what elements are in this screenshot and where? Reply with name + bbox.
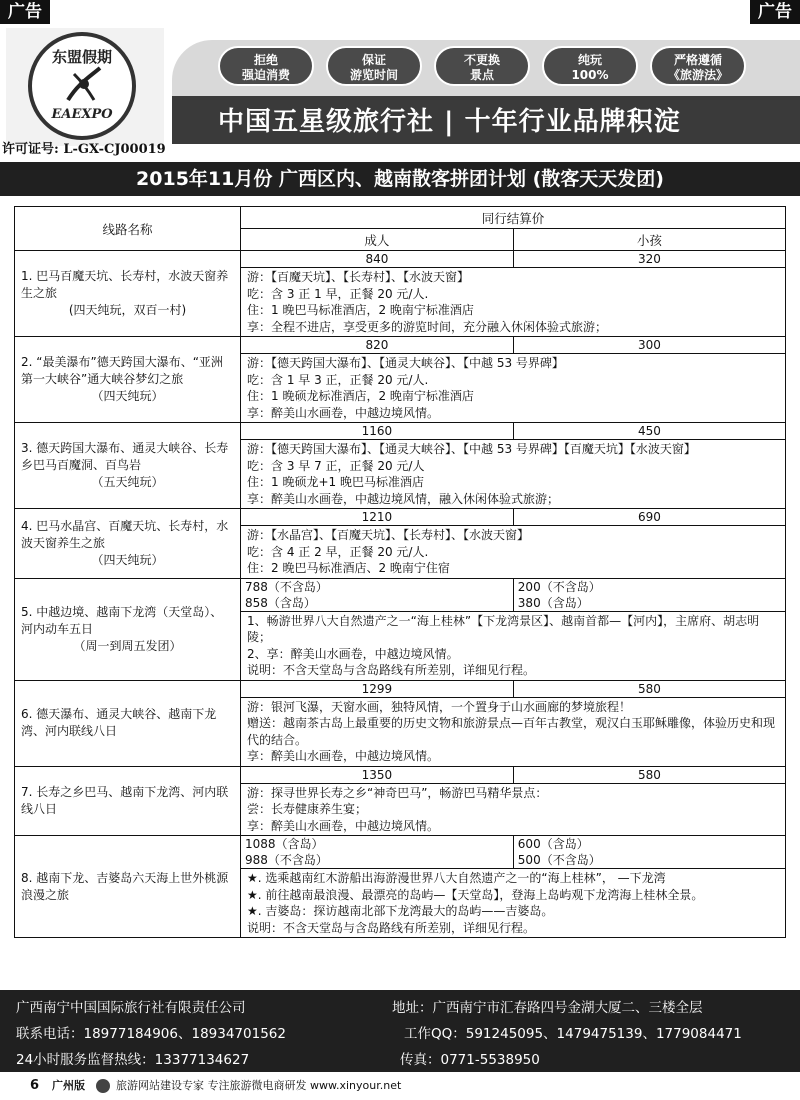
adult-price-value: 1160 [361,424,393,438]
table-row [15,680,786,697]
footer-slogan: 旅游网站建设专家 专注旅游微电商研发 www.xinyour.net [116,1079,402,1092]
detail-line: 住：1 晚硕龙标准酒店，2 晚南宁标准酒店 [247,389,474,403]
child-price [513,509,785,526]
route-name-cell [15,766,241,836]
logo [6,28,164,146]
table-row [15,509,786,526]
child-price [513,251,785,268]
pill-pure-tour: 纯玩 100% [542,46,638,86]
detail-line: 享：醉美山水画卷，中越边境风情，融入休闲体验式旅游； [247,491,560,506]
route-name: 2. “最美瀑布”德天跨国大瀑布、“亚洲第一大峡谷”通大峡谷梦幻之旅 [21,355,223,386]
brand-badge-icon [96,1079,110,1093]
detail-line: 游：【水晶宫】、【百魔天坑】、【长寿村】、【水波天窗】 [247,528,530,542]
route-name: 8. 越南下龙、吉婆岛六天海上世外桃源浪漫之旅 [21,870,229,902]
fax: 传真：0771-5538950 [400,1052,540,1068]
child-price-value: 320 [637,252,661,266]
child-price-value: 300 [637,338,661,352]
header-settlement-price: 同行结算价 [241,207,786,229]
detail-line: 说明：不含天堂岛与含岛路线有所差别，详细见行程。 [247,920,536,935]
detail-line: 赠送：越南茶古岛上最重要的历史文物和旅游景点—百年古教堂，观汉白玉耶稣雕像，体验历史和现代的结合。 [247,716,776,747]
route-details [241,440,786,509]
detail-line: 1、畅游世界八大自然遗产之一“海上桂林”【下龙湾景区】、越南首都—【河内】，主席府、胡志明陵； [247,613,760,644]
child-price [513,337,785,354]
route-name-cell [15,337,241,423]
detail-line: 尝：长寿健康养生宴； [247,802,368,816]
logo-bottom-text: EAEXPO [51,107,113,122]
detail-line: 游：【德天跨国大瀑布】、【通灵大峡谷】、【中越 53 号界碑】【百魔天坑】【水波天窗】 [247,442,696,456]
route-name: （五天纯玩） [91,475,164,489]
page-number: 6 [30,1078,40,1093]
detail-line: 住：1 晚硕龙+1 晚巴马标准酒店 [247,475,424,489]
adult-price [241,766,514,783]
company-name: 广西南宁中国国际旅行社有限责任公司 [16,1000,246,1016]
banner-slogan: 中国五星级旅行社 | 十年行业品牌积淀 [218,107,681,137]
adult-price [241,251,514,268]
detail-line: 说明：不含天堂岛与含岛路线有所差别，详细见行程。 [247,663,536,677]
adult-price-value: 858（含岛） [245,595,316,610]
contact-phone: 联系电话：18977184906、18934701562 [16,1026,286,1042]
logo-top-text: 东盟假期 [51,48,112,66]
detail-line: 2、享：醉美山水画卷，中越边境风情。 [247,646,459,661]
footer [0,990,800,1072]
route-name: （四天纯玩） [91,389,164,403]
route-name: 3. 德天跨国大瀑布、通灵大峡谷、长寿乡巴马百魔洞、百鸟岩 [21,441,229,472]
license-number: 许可证号: L-GX-CJ00019 [2,142,166,157]
route-price-table [14,206,786,938]
pill-no-change-sights: 不更换 景点 [434,46,530,86]
child-price-value: 450 [637,424,661,438]
promo-banner [172,40,800,144]
detail-line: 享：醉美山水画卷，中越边境风情。 [247,405,440,420]
adult-price [241,836,514,869]
detail-line: 游：【德天跨国大瀑布】、【通灵大峡谷】、【中越 53 号界碑】 [247,356,564,370]
child-price-value: 380（含岛） [517,595,589,610]
route-name-cell [15,578,241,680]
logo-emblem [28,32,136,140]
pill-no-forced-shopping: 拒绝 强迫消费 [218,46,314,86]
pill-guaranteed-time: 保证 游览时间 [326,46,422,86]
table-row [15,423,786,440]
route-details [241,697,786,766]
route-name: （周一到周五发团） [73,638,182,653]
address: 地址：广西南宁市汇春路四号金湖大厦二、三楼全层 [392,1000,703,1016]
route-name-cell [15,836,241,938]
route-name: 4. 巴马水晶宫、百魔天坑、长寿村，水波天窗养生之旅 [21,518,229,550]
page-footer-bar [0,1072,800,1100]
detail-line: 游：【百魔天坑】、【长寿村】、【水波天窗】 [247,270,470,284]
adult-price [241,509,514,526]
pill-tourism-law: 严格遵循 《旅游法》 [650,46,746,86]
route-details [241,783,786,836]
header [0,24,800,162]
child-price-value: 200（不含岛） [517,579,601,594]
child-price [513,766,785,783]
header-route-name: 线路名称 [15,207,241,251]
promise-pills [218,46,746,86]
detail-line: 享：醉美山水画卷，中越边境风情。 [247,749,440,763]
detail-line: 住：2 晚巴马标准酒店、2 晚南宁住宿 [247,561,450,575]
route-details [241,611,786,680]
edition-label: 广州版 [52,1079,85,1092]
child-price [513,680,785,697]
child-price-value: 500（不含岛） [517,853,601,867]
work-qq: 工作QQ：591245095、1479475139、1779084471 [404,1026,742,1042]
header-adult: 成人 [241,229,514,251]
child-price-value: 580 [637,681,661,696]
adult-price-value: 820 [365,338,389,352]
table-row [15,836,786,869]
route-note: （四天纯玩） [91,552,164,567]
child-price-value: 580 [637,767,661,782]
route-name-cell [15,680,241,766]
orchid-icon [64,64,104,104]
route-name-cell [15,251,241,337]
detail-line: 吃：含 4 正 2 早，正餐 20 元/人. [247,544,429,559]
adult-price [241,578,514,611]
route-note: (四天纯玩，双百一村) [68,303,187,317]
adult-price [241,680,514,697]
detail-line: ★. 前往越南最浪漫、最漂亮的岛屿—【天堂岛】，登海上岛屿观下龙湾海上桂林全景。 [247,887,704,902]
header-child: 小孩 [513,229,785,251]
adult-price-value: 788（不含岛） [245,579,328,594]
route-name-cell [15,423,241,509]
detail-line: ★. 吉婆岛：探访越南北部下龙湾最大的岛屿——吉婆岛。 [247,904,554,918]
adult-price [241,337,514,354]
detail-line: 游：探寻世界长寿之乡“神奇巴马”，畅游巴马精华景点： [247,785,548,800]
detail-line: 吃：含 1 早 3 正，正餐 20 元/人. [247,372,429,387]
service-hotline: 24小时服务监督热线：13377134627 [16,1052,250,1068]
route-name: 1. 巴马百魔天坑、长寿村，水波天窗养生之旅 [21,269,229,300]
table-row [15,251,786,268]
page-title: 2015年11月份 广西区内、越南散客拼团计划 (散客天天发团) [0,162,800,196]
child-price [513,836,785,869]
adult-price-value: 1299 [361,681,393,696]
detail-line: 享：全程不进店，享受更多的游览时间，充分融入休闲体验式旅游； [247,319,608,334]
detail-line: 游：银河飞瀑，天窗水画，独特风情，一个置身于山水画廊的梦境旅程！ [247,699,632,714]
route-details [241,869,786,938]
detail-line: 享：醉美山水画卷，中越边境风情。 [247,818,440,833]
table-row [15,578,786,611]
detail-line: ★. 选乘越南红木游船出海游漫世界八大自然遗产之一的“海上桂林”， —下龙湾 [247,871,666,885]
route-name-cell [15,509,241,579]
ad-label-right: 广告 [750,0,800,24]
table-row [15,766,786,783]
route-details [241,354,786,423]
table-row [15,337,786,354]
adult-price-value: 1210 [361,510,393,524]
child-price [513,578,785,611]
detail-line: 吃：含 3 早 7 正，正餐 20 元/人 [247,458,425,473]
adult-price-value: 1350 [361,767,393,782]
adult-price-value: 840 [365,252,389,266]
adult-price-value: 988（不含岛） [245,853,328,867]
adult-price [241,423,514,440]
child-price-value: 690 [637,510,661,524]
route-details [241,268,786,337]
detail-line: 吃：含 3 正 1 早，正餐 20 元/人. [247,286,429,301]
child-price [513,423,785,440]
route-name: 5. 中越边境、越南下龙湾（天堂岛）、河内动车五日 [21,604,223,636]
ad-label-left: 广告 [0,0,50,24]
detail-line: 住：1 晚巴马标准酒店，2 晚南宁标准酒店 [247,303,474,317]
route-details [241,526,786,579]
route-name: 7. 长寿之乡巴马、越南下龙湾、河内联线八日 [21,784,229,816]
route-name: 6. 德天瀑布、通灵大峡谷、越南下龙湾、河内联线八日 [21,707,217,738]
adult-price-value: 1088（含岛） [245,837,324,851]
child-price-value: 600（含岛） [517,837,589,851]
